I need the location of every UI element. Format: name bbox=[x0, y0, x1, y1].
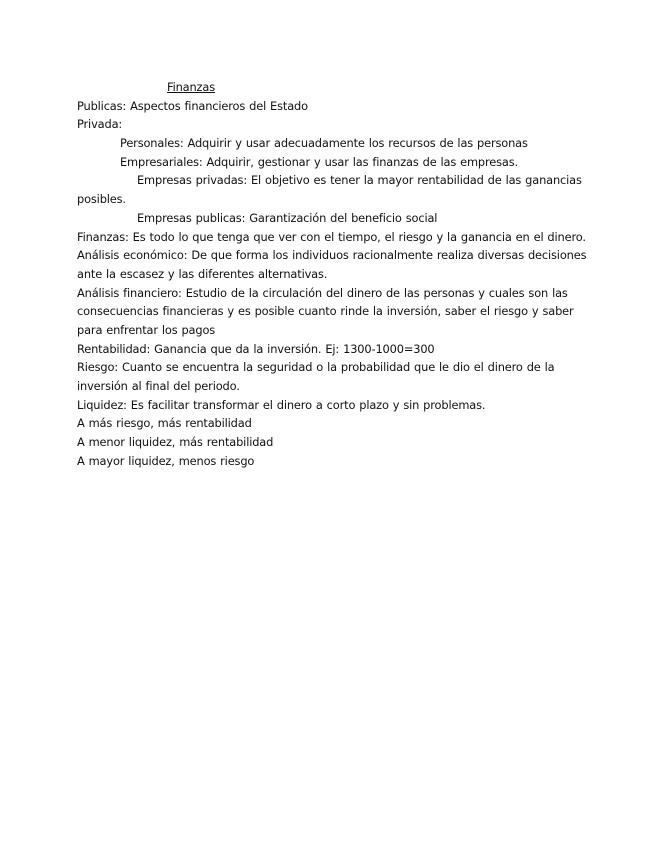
text-line-publicas: Publicas: Aspectos financieros del Estado bbox=[77, 98, 308, 113]
text-line-empresas-publicas: Empresas publicas: Garantización del beneficio social bbox=[137, 210, 438, 225]
text-line-analisis-economico-cont: ante la escasez y las diferentes alternativas. bbox=[77, 266, 328, 281]
document-body bbox=[77, 78, 587, 470]
text-line-privada: Privada: bbox=[77, 117, 123, 132]
text-line-analisis-financiero: Análisis financiero: Estudio de la circulación del dinero de las personas y cuales son las bbox=[77, 285, 568, 300]
text-line-liquidez: Liquidez: Es facilitar transformar el dinero a corto plazo y sin problemas. bbox=[77, 397, 486, 412]
text-line-mas-riesgo: A más riesgo, más rentabilidad bbox=[77, 416, 252, 431]
text-line-analisis-financiero-cont2: para enfrentar los pagos bbox=[77, 322, 216, 337]
text-line-empresariales: Empresariales: Adquirir, gestionar y usar las finanzas de las empresas. bbox=[120, 154, 519, 169]
text-line-menor-liquidez: A menor liquidez, más rentabilidad bbox=[77, 435, 274, 450]
text-line-rentabilidad: Rentabilidad: Ganancia que da la inversión. Ej: 1300-1000=300 bbox=[77, 341, 435, 356]
text-line-posibles: posibles. bbox=[77, 192, 126, 207]
text-line-mayor-liquidez: A mayor liquidez, menos riesgo bbox=[77, 453, 255, 468]
text-line-riesgo-cont: inversión al final del periodo. bbox=[77, 379, 240, 393]
text-line-riesgo: Riesgo: Cuanto se encuentra la seguridad o la probabilidad que le dio el dinero de la bbox=[77, 360, 555, 375]
text-line-personales: Personales: Adquirir y usar adecuadamente los recursos de las personas bbox=[120, 136, 528, 151]
document-title: Finanzas bbox=[167, 80, 215, 94]
text-line-analisis-economico: Análisis económico: De que forma los individuos racionalmente realiza diversas decisiones bbox=[77, 248, 587, 263]
text-line-analisis-financiero-cont1: consecuencias financieras y es posible cuanto rinde la inversión, saber el riesgo y saber bbox=[77, 304, 574, 319]
text-line-finanzas-definicion: Finanzas: Es todo lo que tenga que ver con el tiempo, el riesgo y la ganancia en el dinero. bbox=[77, 229, 586, 244]
text-line-empresas-privadas: Empresas privadas: El objetivo es tener la mayor rentabilidad de las ganancias bbox=[137, 173, 582, 188]
